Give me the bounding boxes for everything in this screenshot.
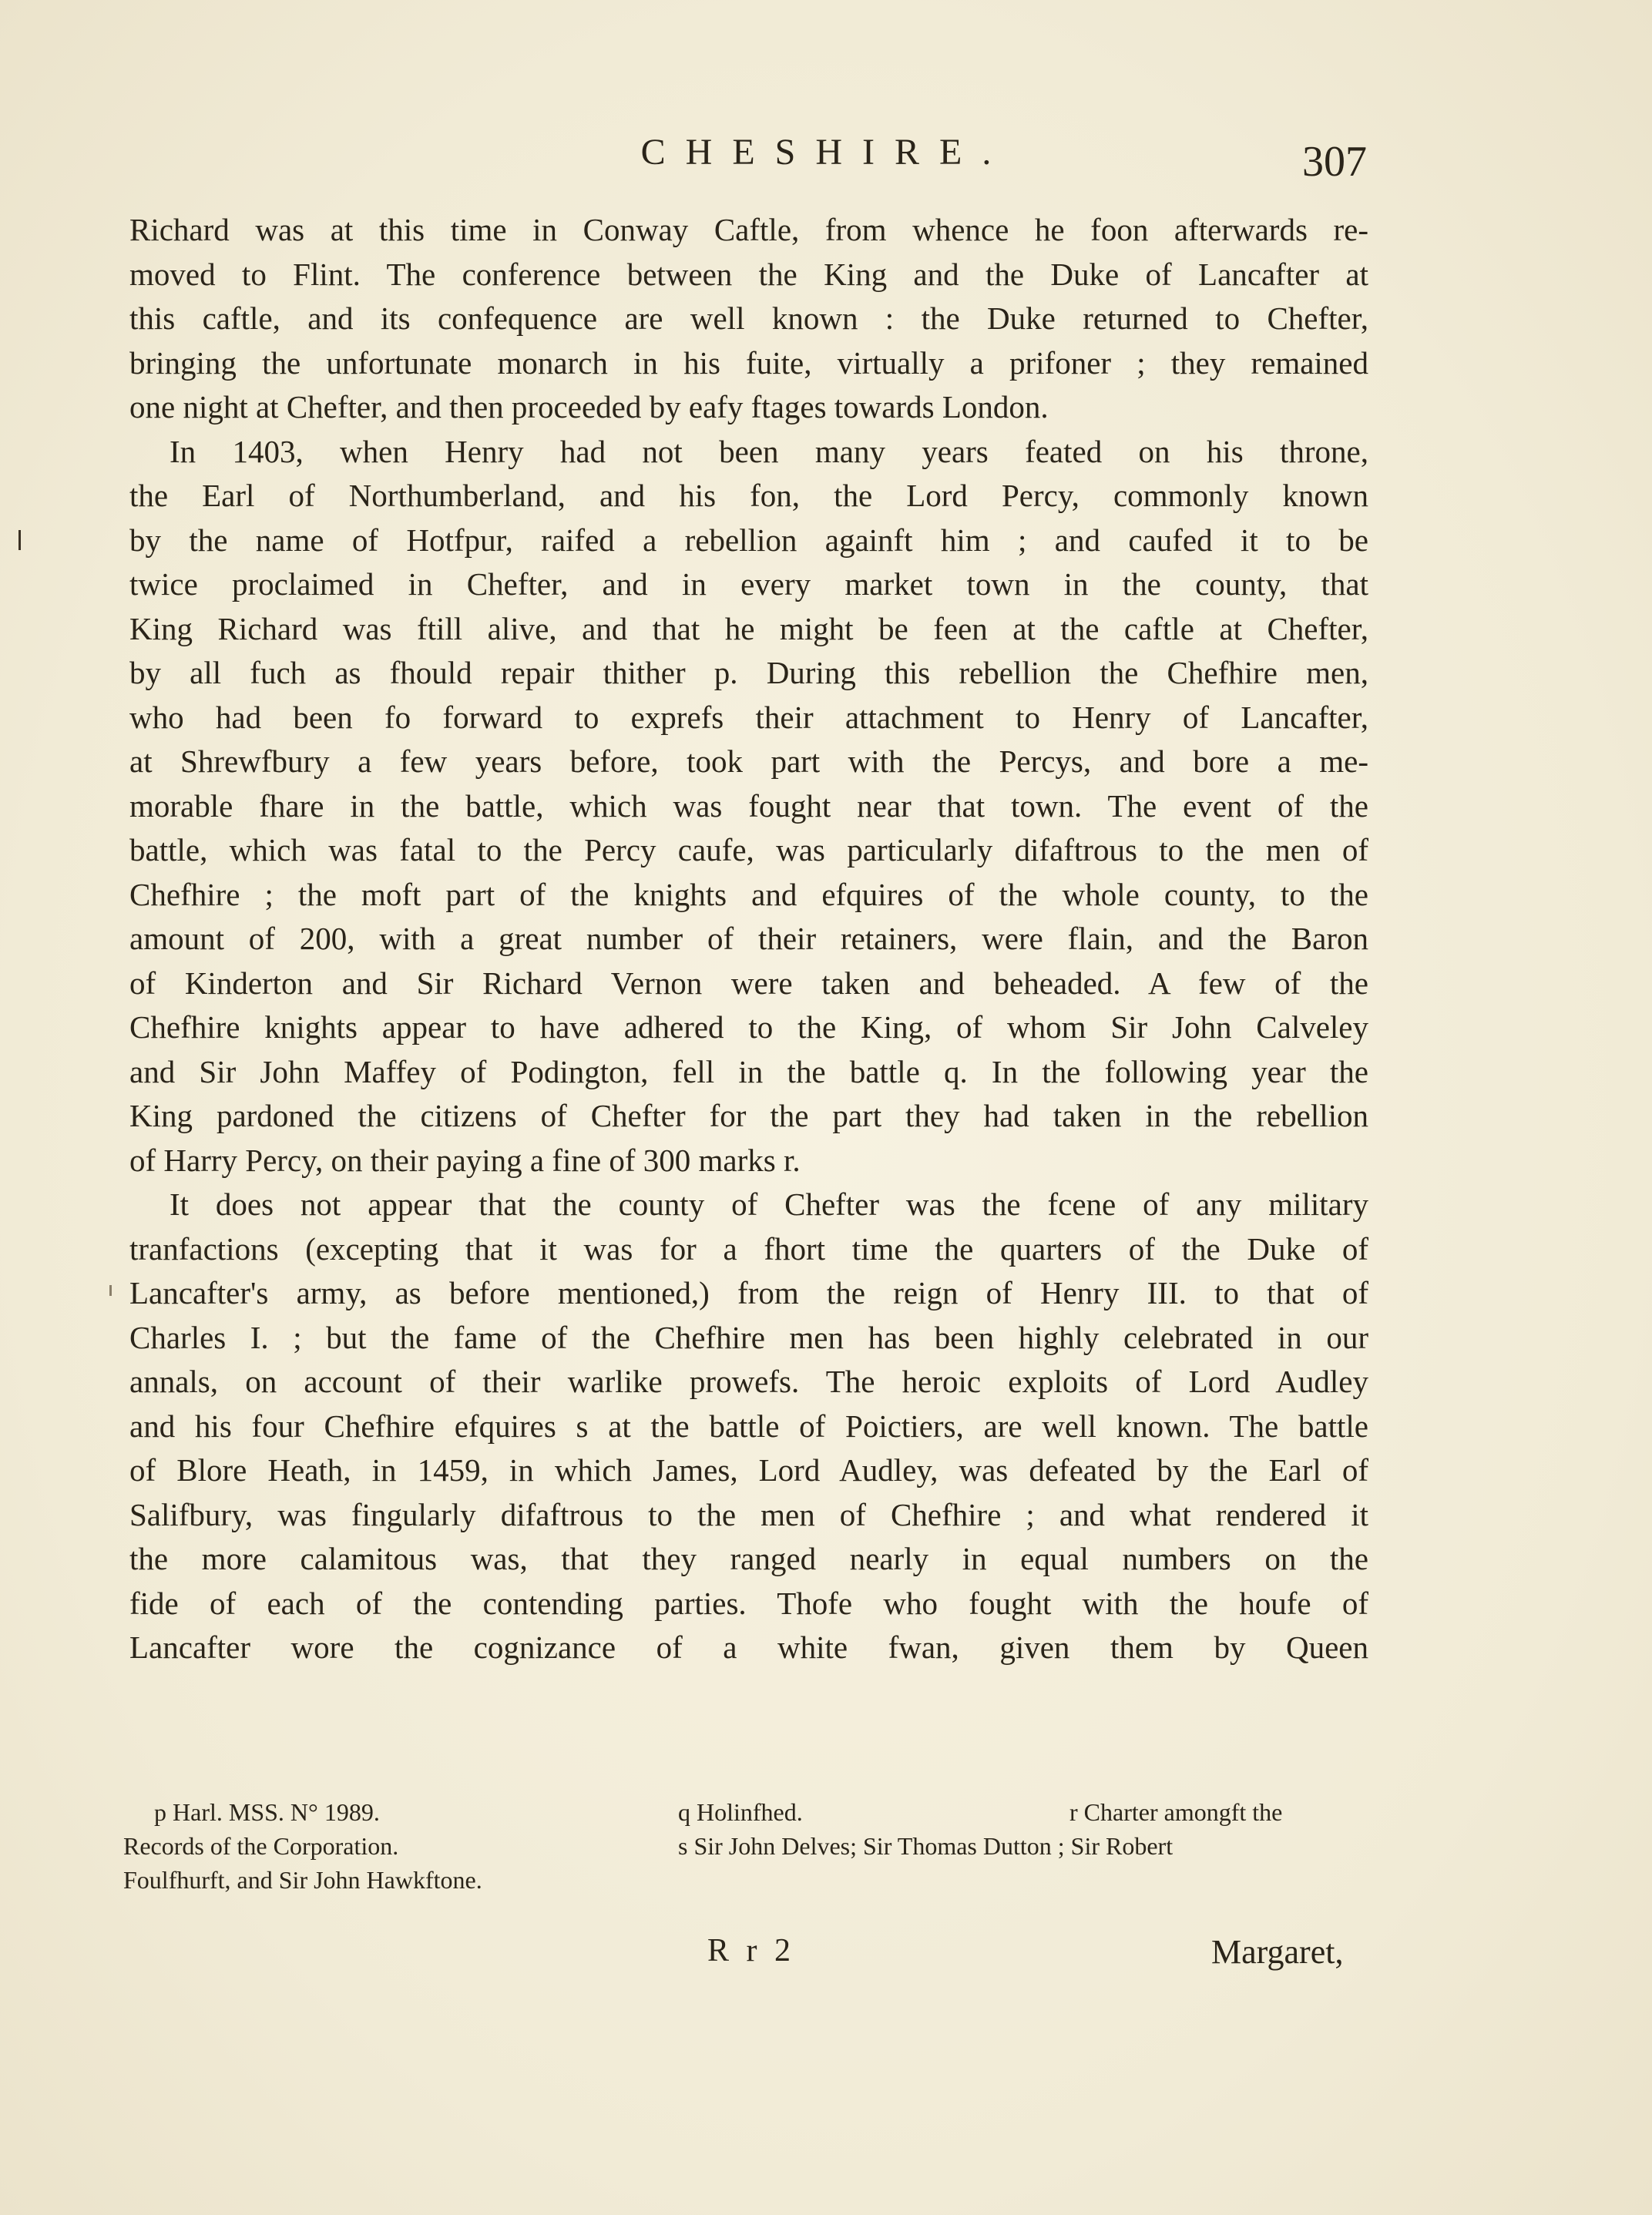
footnote-s-continued: Foulfhurft, and Sir John Hawkftone. — [123, 1866, 482, 1894]
footnote-p: p Harl. MSS. N° 1989. — [154, 1798, 380, 1826]
footnote-s: s Sir John Delves; Sir Thomas Dutton ; Sir Robert — [678, 1832, 1174, 1860]
text-line: by all fuch as fhould repair thither p. During this rebellion the Chefhire men, — [129, 655, 1368, 690]
text-line: by the name of Hotfpur, raifed a rebellion againft him ; and caufed it to be — [129, 522, 1368, 558]
text-line: Chefhire ; the moft part of the knights and efquires of the whole county, to the — [129, 876, 1368, 912]
text-line: Chefhire knights appear to have adhered to the King, of whom Sir John Calveley — [129, 1009, 1368, 1045]
text-line: In 1403, when Henry had not been many years feated on his throne, — [170, 433, 1368, 469]
footnote-r-continued: Records of the Corporation. — [123, 1832, 399, 1860]
footnote-q: q Holinfhed. — [678, 1798, 803, 1826]
margin-mark — [18, 530, 21, 550]
footnotes — [123, 1795, 1372, 1897]
text-line: at Shrewfbury a few years before, took part with the Percys, and bore a me- — [129, 743, 1368, 779]
footnote-row — [123, 1795, 1372, 1829]
text-line: annals, on account of their warlike prowefs. The heroic exploits of Lord Audley — [129, 1364, 1368, 1399]
body-text — [129, 208, 1368, 1670]
text-line: Richard was at this time in Conway Caftle, from whence he foon afterwards re- — [129, 212, 1368, 247]
text-line: and his four Chefhire efquires s at the battle of Poictiers, are well known. The battle — [129, 1408, 1368, 1444]
text-line: King pardoned the citizens of Chefter for the part they had taken in the rebellion — [129, 1098, 1368, 1133]
text-line: King Richard was ftill alive, and that he might be feen at the caftle at Chefter, — [129, 610, 1368, 646]
footnote-r: r Charter amongft the — [1069, 1798, 1283, 1826]
text-line: one night at Chefter, and then proceeded by eafy ftages towards London. — [129, 389, 1049, 425]
footnote-row — [123, 1829, 1372, 1863]
text-line: who had been fo forward to exprefs their attachment to Henry of Lancafter, — [129, 699, 1368, 735]
text-line: It does not appear that the county of Chefter was the fcene of any military — [170, 1186, 1368, 1222]
text-line: moved to Flint. The conference between the King and the Duke of Lancafter at — [129, 256, 1368, 292]
text-line: morable fhare in the battle, which was fought near that town. The event of the — [129, 787, 1368, 824]
catchword: Margaret, — [1211, 1933, 1344, 1971]
text-line: tranfactions (excepting that it was for a fhort time the quarters of the Duke of — [129, 1230, 1368, 1267]
text-line: battle, which was fatal to the Percy caufe, was particularly difaftrous to the men of — [129, 832, 1368, 868]
text-line: Lancafter's army, as before mentioned,) from the reign of Henry III. to that of — [129, 1275, 1368, 1311]
text-line: and Sir John Maffey of Podington, fell in the battle q. In the following year the — [129, 1053, 1368, 1089]
text-line: bringing the unfortunate monarch in his fuite, virtually a prifoner ; they remained — [129, 344, 1368, 381]
text-line: of Kinderton and Sir Richard Vernon were taken and beheaded. A few of the — [129, 965, 1368, 1001]
text-line: of Harry Percy, on their paying a fine of 300 marks r. — [129, 1142, 801, 1178]
text-line: of Blore Heath, in 1459, in which James, Lord Audley, was defeated by the Earl of — [129, 1452, 1368, 1488]
text-line: twice proclaimed in Chefter, and in every market town in the county, that — [129, 566, 1368, 602]
text-line: the Earl of Northumberland, and his fon, the Lord Percy, commonly known — [129, 478, 1368, 513]
running-head: CHESHIRE. — [640, 132, 1012, 173]
text-line: Lancafter wore the cognizance of a white fwan, given them by Queen — [129, 1629, 1368, 1665]
text-line: Salifbury, was fingularly difaftrous to the men of Chefhire ; and what rendered it — [129, 1496, 1368, 1532]
signature-mark: R r 2 — [707, 1933, 795, 1968]
text-line: Charles I. ; but the fame of the Chefhire men has been highly celebrated in our — [129, 1319, 1368, 1355]
margin-mark — [109, 1285, 112, 1296]
text-line: fide of each of the contending parties. Thofe who fought with the houfe of — [129, 1585, 1368, 1621]
footnote-row — [123, 1863, 1372, 1897]
text-line: this caftle, and its confequence are well known : the Duke returned to Chefter, — [129, 300, 1368, 336]
text-line: the more calamitous was, that they ranged nearly in equal numbers on the — [129, 1541, 1368, 1576]
page-number: 307 — [1302, 138, 1367, 186]
text-line: amount of 200, with a great number of their retainers, were flain, and the Baron — [129, 921, 1368, 956]
